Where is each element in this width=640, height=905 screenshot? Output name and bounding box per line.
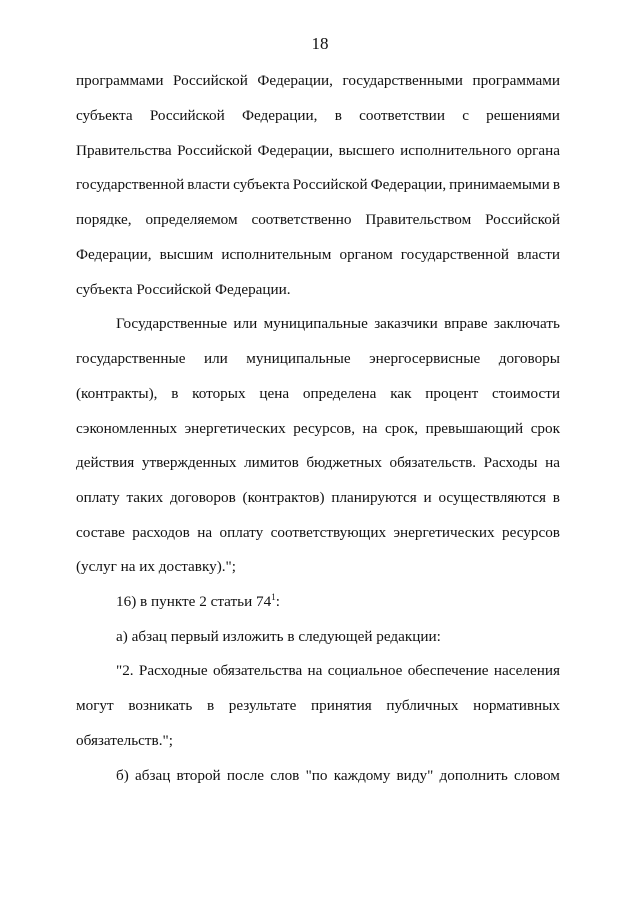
text-line-4: государственной власти субъекта Российской Федерации, принимаемыми в — [76, 176, 560, 193]
text-line-7: субъекта Российской Федерации. — [76, 281, 291, 298]
text-line-2: субъекта Российской Федерации, в соответствии с решениями — [76, 107, 560, 124]
text-line-14: составе расходов на оплату соответствующих энергетических ресурсов — [76, 524, 560, 541]
text-line-20: обязательств."; — [76, 732, 173, 749]
text-line-1: программами Российской Федерации, государственными программами — [76, 72, 560, 89]
text-line-21: б) абзац второй после слов "по каждому виду" дополнить словом — [116, 767, 560, 784]
text-line-16: 16) в пункте 2 статьи $74^1$: — [116, 592, 280, 610]
text-line-13: оплату таких договоров (контрактов) планируются и осуществляются в — [76, 489, 560, 506]
text-line-12: действия утвержденных лимитов бюджетных обязательств. Расходы на — [76, 454, 560, 471]
text-line-5: порядке, определяемом соответственно Правительством Российской — [76, 211, 560, 228]
text-line-15: (услуг на их доставку)."; — [76, 558, 236, 575]
text-line-6: Федерации, высшим исполнительным органом государственной власти — [76, 246, 560, 263]
text-line-3: Правительства Российской Федерации, высшего исполнительного органа — [76, 142, 560, 159]
text-line-10: (контракты), в которых цена определена как процент стоимости — [76, 385, 560, 402]
text-line-8: Государственные или муниципальные заказчики вправе заключать — [116, 315, 560, 332]
text-line-11: сэкономленных энергетических ресурсов, на срок, превышающий срок — [76, 420, 560, 437]
text-line-9: государственные или муниципальные энергосервисные договоры — [76, 350, 560, 367]
text-line-19: могут возникать в результате принятия публичных нормативных — [76, 697, 560, 714]
text-line-18: "2. Расходные обязательства на социальное обеспечение населения — [116, 662, 560, 679]
page-number: 18 — [311, 34, 329, 53]
text-line-17: а) абзац первый изложить в следующей редакции: — [116, 628, 441, 645]
